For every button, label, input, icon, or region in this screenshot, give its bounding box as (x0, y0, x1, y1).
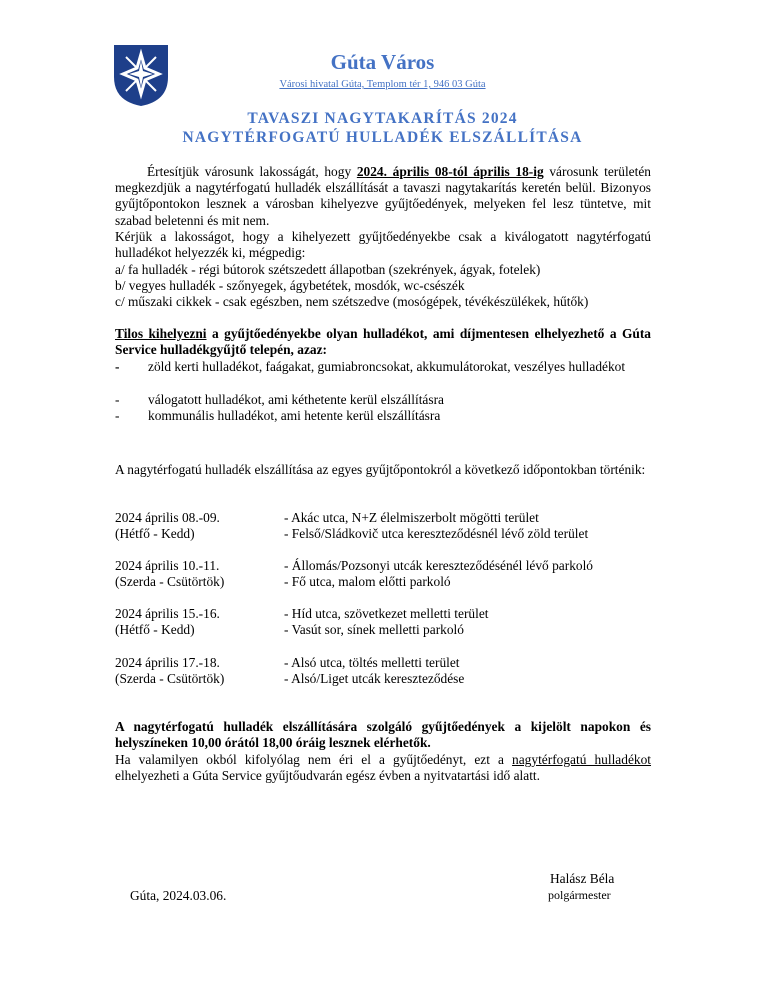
forbidden-item: zöld kerti hulladékot, faágakat, gumiabroncsokat, akkumulátorokat, veszélyes hulladékot (148, 359, 626, 374)
closing-paragraph (115, 752, 651, 784)
availability-notice: A nagytérfogatú hulladék elszállítására szolgáló gyűjtőedények a kijelölt napokon és helyszíneken 10,00 órától 18,00 óráig lesznek elérhetők. (115, 719, 651, 751)
city-address-link[interactable]: Városi hivatal Gúta, Templom tér 1, 946 03 Gúta (279, 79, 486, 90)
title-line-1: TAVASZI NAGYTAKARÍTÁS 2024 (247, 110, 518, 127)
forbidden-item: válogatott hulladékot, ami kéthetente kerül elszállításra (148, 392, 444, 407)
schedule-date: 2024 április 15.-16. (115, 606, 220, 621)
bullet-dash: - (115, 392, 120, 407)
schedule-days: (Szerda - Csütörtök) (115, 574, 225, 589)
title-line-2: NAGYTÉRFOGATÚ HULLADÉK ELSZÁLLÍTÁSA (182, 129, 583, 146)
intro-dates: 2024. április 08-tól április 18-ig (356, 164, 544, 179)
schedule-location: - Alsó/Liget utcák kereszteződése (284, 671, 465, 686)
schedule-days: (Hétfő - Kedd) (115, 526, 195, 541)
bullet-dash: - (115, 408, 120, 423)
intro-text-before: Értesítjük városunk lakosságát, hogy (147, 164, 357, 179)
closing-underlined: nagytérfogatú hulladékot (512, 752, 652, 767)
schedule-intro: A nagytérfogatú hulladék elszállítása az egyes gyűjtőpontokról a következő időpontokban történik: (115, 462, 646, 477)
schedule-location: - Híd utca, szövetkezet melletti terület (284, 606, 489, 621)
forbidden-text: a gyűjtőedényekbe olyan hulladékot, ami díjmentesen elhelyezhető a Gúta Service hulladékgyűjtő telepén, azaz: (115, 326, 651, 358)
signer-title: polgármester (548, 888, 611, 902)
request-paragraph: Kérjük a lakosságot, hogy a kihelyezett gyűjtőedényekbe csak a kiválogatott nagytérfogatú hulladékot helyezzék ki, mégpedig: (115, 229, 651, 261)
schedule-days: (Szerda - Csütörtök) (115, 671, 225, 686)
intro-paragraph (115, 164, 651, 229)
schedule-location: - Akác utca, N+Z élelmiszerbolt mögötti terület (284, 510, 539, 525)
closing-text-after: elhelyezheti a Gúta Service gyűjtőudvarán egész évben a nyitvatartási idő alatt. (115, 768, 540, 784)
schedule-location: - Alsó utca, töltés melletti terület (284, 655, 460, 670)
schedule-location: - Vasút sor, sínek melletti parkoló (284, 622, 464, 637)
schedule-date: 2024 április 10.-11. (115, 558, 220, 573)
forbidden-label: Tilos kihelyezni (115, 326, 207, 341)
city-name: Gúta Város (330, 50, 435, 74)
list-item: a/ fa hulladék - régi bútorok szétszedett állapotban (szekrények, ágyak, fotelek) (115, 262, 541, 277)
schedule-location: - Felső/Sládkovič utca kereszteződésnél lévő zöld terület (284, 526, 589, 541)
signer-name: Halász Béla (550, 871, 615, 886)
list-item: c/ műszaki cikkek - csak egészben, nem szétszedve (mosógépek, tévékészülékek, hűtők) (115, 294, 589, 309)
closing-text-before: Ha valamilyen okból kifolyólag nem éri el a gyűjtőedényt, ezt a (115, 752, 513, 767)
schedule-date: 2024 április 17.-18. (115, 655, 220, 670)
schedule-location: - Fő utca, malom előtti parkoló (284, 574, 451, 589)
schedule-location: - Állomás/Pozsonyi utcák kereszteződésénél lévő parkoló (284, 558, 594, 573)
schedule-days: (Hétfő - Kedd) (115, 622, 195, 637)
list-item: b/ vegyes hulladék - szőnyegek, ágybetétek, mosdók, wc-csészék (115, 278, 465, 293)
forbidden-item: kommunális hulladékot, ami hetente kerül elszállításra (148, 408, 441, 423)
schedule-date: 2024 április 08.-09. (115, 510, 220, 525)
bullet-dash: - (115, 359, 120, 374)
forbidden-paragraph (115, 326, 651, 358)
intro-text-after: városunk területén megkezdjük a nagytérfogatú hulladék elszállítását a tavaszi nagytakarítás keretén belül. Bizonyos gyűjtőpontokon lesznek a városban kihelyezve gyűjtőedények, melyeken fel lesz tüntetve, mit szabad beletenni és mit nem. (115, 164, 651, 228)
place-date: Gúta, 2024.03.06. (130, 888, 227, 903)
